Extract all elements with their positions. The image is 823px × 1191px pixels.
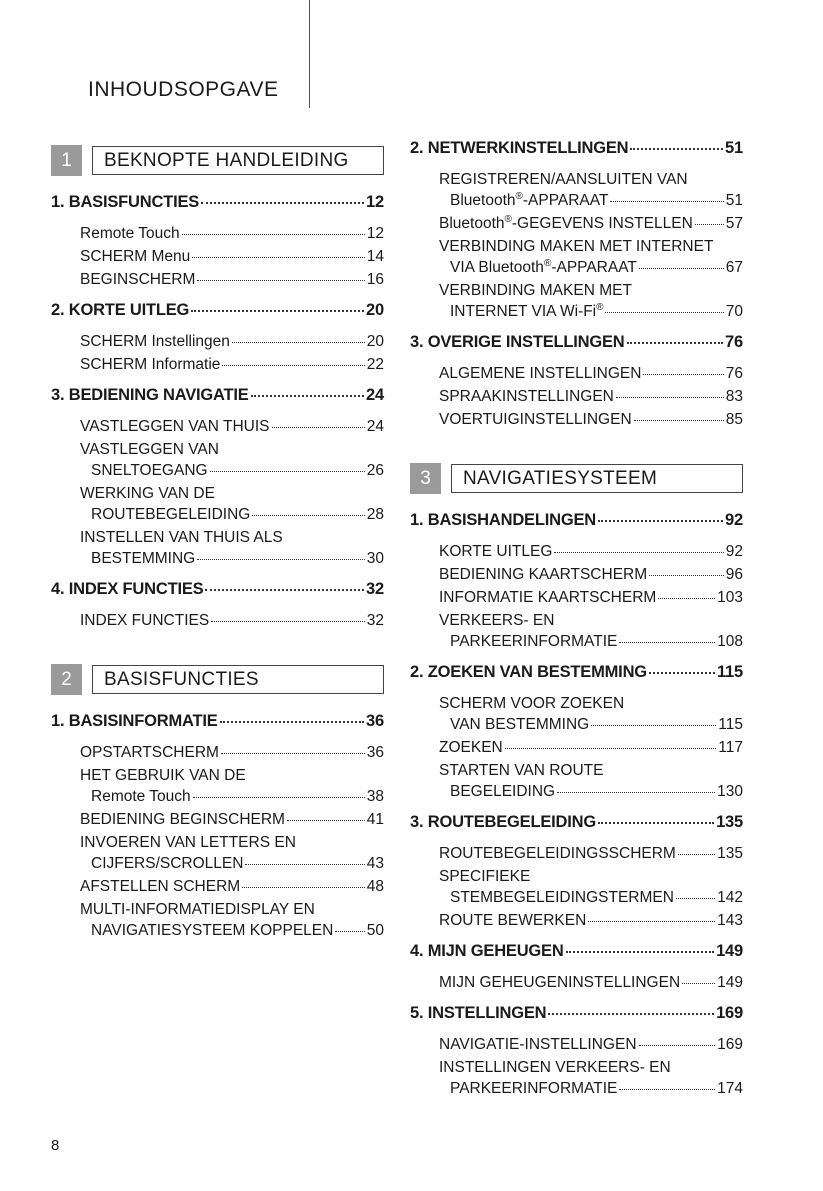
entry-label-line1: WERKING VAN DE — [80, 485, 215, 502]
spacer — [51, 408, 384, 414]
toc-entry[interactable] — [80, 331, 384, 352]
entry-label-suffix: -GEGEVENS INSTELLEN — [511, 215, 693, 232]
entry-label: 4. INDEX FUNCTIES — [51, 580, 204, 598]
page-ref: 22 — [366, 356, 384, 373]
header-divider-line — [309, 0, 310, 108]
toc-entry-continuation[interactable] — [450, 781, 743, 802]
entry-label: SCHERM Menu — [80, 248, 191, 265]
section-title: NAVIGATIESYSTEEM — [451, 464, 743, 493]
toc-entry-continuation[interactable] — [91, 920, 384, 941]
dot-leader — [192, 257, 365, 258]
dot-leader — [682, 983, 715, 984]
entry-label-text: Bluetooth — [450, 192, 516, 209]
registered-mark: ® — [504, 213, 512, 225]
toc-entry-multiline[interactable] — [80, 527, 384, 569]
section-title: BEKNOPTE HANDLEIDING — [92, 146, 384, 175]
entry-label: PARKEERINFORMATIE — [450, 1080, 618, 1097]
page-ref: 92 — [725, 511, 743, 529]
entry-label-line1: INVOEREN VAN LETTERS EN — [80, 834, 296, 851]
section-number-badge: 2 — [51, 664, 82, 695]
entry-label: BEGINSCHERM — [80, 271, 196, 288]
toc-entry[interactable] — [80, 876, 384, 897]
dot-leader — [619, 642, 715, 643]
chapter-entry[interactable] — [410, 333, 743, 355]
dot-leader — [221, 753, 365, 754]
page-ref: 24 — [366, 386, 384, 404]
page-ref: 135 — [716, 813, 743, 831]
toc-entry[interactable] — [439, 1034, 743, 1055]
entry-label-line1: STARTEN VAN ROUTE — [439, 762, 604, 779]
entry-label: 5. INSTELLINGEN — [410, 1004, 547, 1022]
dot-leader — [678, 854, 715, 855]
dot-leader — [232, 342, 365, 343]
dot-leader — [182, 234, 365, 235]
dot-leader — [210, 471, 365, 472]
page-ref: 115 — [718, 716, 743, 733]
page-ref: 142 — [717, 889, 743, 906]
chapter-entry[interactable] — [51, 712, 384, 734]
section-title: BASISFUNCTIES — [92, 665, 384, 694]
spacer — [410, 1026, 743, 1032]
toc-entry-multiline[interactable] — [80, 832, 384, 874]
toc-entry-continuation[interactable] — [91, 460, 384, 481]
entry-label: INDEX FUNCTIES — [80, 612, 210, 629]
entry-label: VOERTUIGINSTELLINGEN — [439, 411, 632, 428]
entry-label-line1: SCHERM VOOR ZOEKEN — [439, 695, 625, 712]
spacer — [51, 215, 384, 221]
entry-label-line1: VASTLEGGEN VAN — [80, 441, 219, 458]
spacer — [410, 322, 743, 328]
entry-label: 1. BASISFUNCTIES — [51, 193, 200, 211]
spacer — [410, 964, 743, 970]
section-header — [410, 463, 743, 494]
toc-entry[interactable] — [439, 541, 743, 562]
page-ref: 149 — [716, 942, 743, 960]
dot-leader — [197, 280, 364, 281]
page-ref: 14 — [366, 248, 384, 265]
chapter-entry[interactable] — [410, 139, 743, 161]
toc-entry-multiline[interactable] — [80, 439, 384, 481]
toc-entry-multiline[interactable] — [439, 610, 743, 652]
dot-leader — [548, 1013, 714, 1015]
page-ref: 43 — [366, 855, 384, 872]
entry-label: 2. ZOEKEN VAN BESTEMMING — [410, 663, 647, 681]
section-number-badge: 1 — [51, 145, 82, 176]
toc-entry[interactable] — [439, 972, 743, 993]
dot-leader — [557, 792, 715, 793]
dot-leader — [605, 312, 723, 313]
chapter-entry[interactable] — [410, 813, 743, 835]
entry-label: AFSTELLEN SCHERM — [80, 878, 241, 895]
toc-entry-continuation[interactable] — [450, 887, 743, 908]
dot-leader — [193, 797, 365, 798]
spacer — [51, 182, 384, 188]
spacer — [410, 355, 743, 361]
page-ref: 83 — [725, 388, 743, 405]
dot-leader — [505, 748, 717, 749]
entry-label-text: VIA Bluetooth — [450, 259, 544, 276]
entry-label: ROUTE BEWERKEN — [439, 912, 587, 929]
toc-entry-continuation[interactable] — [91, 548, 384, 569]
section-header — [51, 145, 384, 176]
dot-leader — [627, 342, 724, 344]
entry-label: OPSTARTSCHERM — [80, 744, 219, 761]
toc-entry-multiline[interactable] — [80, 483, 384, 525]
toc-entry-continuation[interactable] — [91, 786, 384, 807]
entry-label: STEMBEGELEIDINGSTERMEN — [450, 889, 674, 906]
dot-leader — [191, 310, 364, 312]
page-ref: 36 — [366, 712, 384, 730]
toc-entry-multiline[interactable] — [439, 693, 743, 735]
page-ref: 108 — [717, 633, 743, 650]
dot-leader — [197, 559, 365, 560]
entry-label: CIJFERS/SCROLLEN — [91, 855, 244, 872]
page-ref: 67 — [725, 259, 743, 276]
toc-entry[interactable] — [80, 223, 384, 244]
page-ref: 117 — [718, 739, 743, 756]
entry-label: INFORMATIE KAARTSCHERM — [439, 589, 657, 606]
entry-label: SCHERM Informatie — [80, 356, 221, 373]
spacer — [410, 931, 743, 937]
section-spacer — [410, 430, 743, 452]
page-ref: 30 — [366, 550, 384, 567]
entry-label-line1: MULTI-INFORMATIEDISPLAY EN — [80, 901, 315, 918]
toc-entry[interactable] — [439, 843, 743, 864]
entry-label-line1: INSTELLEN VAN THUIS ALS — [80, 529, 283, 546]
page-ref: 85 — [725, 411, 743, 428]
entry-label: NAVIGATIE-INSTELLINGEN — [439, 1036, 637, 1053]
toc-entry[interactable] — [80, 269, 384, 290]
spacer — [51, 734, 384, 740]
toc-entry-multiline[interactable] — [80, 899, 384, 941]
page-ref: 130 — [717, 783, 743, 800]
dot-leader — [335, 931, 364, 932]
dot-leader — [287, 820, 365, 821]
entry-label-line1: REGISTREREN/AANSLUITEN VAN — [439, 171, 688, 188]
dot-leader — [272, 427, 365, 428]
entry-label: SPRAAKINSTELLINGEN — [439, 388, 614, 405]
entry-label — [439, 213, 693, 234]
dot-leader — [591, 725, 716, 726]
spacer — [51, 569, 384, 575]
dot-leader — [245, 864, 364, 865]
dot-leader — [610, 201, 723, 202]
dot-leader — [588, 921, 715, 922]
entry-label: ZOEKEN — [439, 739, 503, 756]
page-ref: 41 — [366, 811, 384, 828]
page-ref: 143 — [717, 912, 743, 929]
toc-entry[interactable] — [80, 416, 384, 437]
page-ref: 12 — [366, 225, 384, 242]
page-ref: 76 — [725, 333, 743, 351]
chapter-entry[interactable] — [410, 942, 743, 964]
entry-label: SCHERM Instellingen — [80, 333, 230, 350]
dot-leader — [242, 887, 365, 888]
page-ref: 36 — [366, 744, 384, 761]
registered-mark: ® — [515, 190, 523, 202]
chapter-entry[interactable] — [410, 511, 743, 533]
page-ref: 57 — [725, 215, 743, 232]
dot-leader — [211, 621, 365, 622]
toc-entry-multiline[interactable] — [439, 760, 743, 802]
entry-label: VAN BESTEMMING — [450, 716, 590, 733]
entry-label-line1: INSTELLINGEN VERKEERS- EN — [439, 1059, 671, 1076]
spacer — [410, 802, 743, 808]
spacer — [410, 500, 743, 506]
page-title: INHOUDSOPGAVE — [88, 78, 279, 101]
page-ref: 135 — [717, 845, 743, 862]
dot-leader — [634, 420, 724, 421]
registered-mark: ® — [596, 301, 604, 313]
toc-column-right — [410, 134, 743, 1099]
entry-label-suffix: -APPARAAT — [522, 192, 609, 209]
toc-entry[interactable] — [439, 213, 743, 234]
dot-leader — [201, 202, 364, 204]
spacer — [410, 835, 743, 841]
dot-leader — [676, 898, 715, 899]
entry-label: KORTE UITLEG — [439, 543, 553, 560]
toc-entry[interactable] — [80, 246, 384, 267]
toc-entry[interactable] — [439, 564, 743, 585]
spacer — [410, 652, 743, 658]
entry-label: 2. KORTE UITLEG — [51, 301, 190, 319]
entry-label: 3. OVERIGE INSTELLINGEN — [410, 333, 625, 351]
entry-label: BESTEMMING — [91, 550, 196, 567]
entry-label — [450, 257, 637, 278]
entry-label: 4. MIJN GEHEUGEN — [410, 942, 564, 960]
page-ref: 149 — [717, 974, 743, 991]
dot-leader — [598, 822, 714, 824]
page-ref: 70 — [725, 303, 743, 320]
dot-leader — [598, 520, 723, 522]
page-ref: 12 — [366, 193, 384, 211]
toc-entry-continuation[interactable] — [450, 1078, 743, 1099]
toc-entry-multiline[interactable] — [439, 1057, 743, 1099]
spacer — [410, 685, 743, 691]
entry-label: 1. BASISINFORMATIE — [51, 712, 218, 730]
section-header — [51, 664, 384, 695]
page-ref: 103 — [717, 589, 743, 606]
dot-leader — [649, 575, 724, 576]
entry-label: ROUTEBEGELEIDINGSSCHERM — [439, 845, 676, 862]
page-ref: 174 — [717, 1080, 743, 1097]
entry-label-line1: VERKEERS- EN — [439, 612, 555, 629]
toc-entry[interactable] — [80, 742, 384, 763]
dot-leader — [695, 224, 724, 225]
entry-label: SNELTOEGANG — [91, 462, 208, 479]
chapter-entry[interactable] — [51, 301, 384, 323]
entry-label-line1: VERBINDING MAKEN MET INTERNET — [439, 238, 714, 255]
toc-entry-multiline[interactable] — [439, 236, 743, 278]
chapter-entry[interactable] — [410, 663, 743, 685]
toc-entry[interactable] — [80, 610, 384, 631]
dot-leader — [251, 395, 364, 397]
entry-label: ROUTEBEGELEIDING — [91, 506, 251, 523]
entry-label: 2. NETWERKINSTELLINGEN — [410, 139, 629, 157]
page-ref: 28 — [366, 506, 384, 523]
dot-leader — [639, 268, 724, 269]
entry-label — [450, 190, 608, 211]
dot-leader — [252, 515, 364, 516]
page-ref: 32 — [366, 612, 384, 629]
dot-leader — [205, 589, 364, 591]
spacer — [51, 602, 384, 608]
entry-label-line1: SPECIFIEKE — [439, 868, 531, 885]
chapter-entry[interactable] — [51, 580, 384, 602]
entry-label: 3. ROUTEBEGELEIDING — [410, 813, 596, 831]
entry-label: BEGELEIDING — [450, 783, 556, 800]
chapter-entry[interactable] — [51, 193, 384, 215]
toc-entry[interactable] — [439, 587, 743, 608]
toc-entry[interactable] — [439, 363, 743, 384]
toc-entry[interactable] — [439, 386, 743, 407]
page-ref: 115 — [716, 663, 743, 681]
spacer — [51, 375, 384, 381]
page-ref: 169 — [716, 1004, 743, 1022]
entry-label: PARKEERINFORMATIE — [450, 633, 618, 650]
entry-label-suffix: -APPARAAT — [551, 259, 637, 276]
toc-entry-continuation[interactable] — [450, 631, 743, 652]
page-ref: 51 — [725, 192, 743, 209]
dot-leader — [630, 148, 723, 150]
dot-leader — [566, 951, 714, 953]
toc-entry-continuation[interactable] — [91, 853, 384, 874]
page-ref: 20 — [366, 301, 384, 319]
toc-entry[interactable] — [80, 354, 384, 375]
page-number: 8 — [51, 1137, 60, 1154]
entry-label: BEDIENING KAARTSCHERM — [439, 566, 648, 583]
page-ref: 38 — [366, 788, 384, 805]
page-ref: 169 — [717, 1036, 743, 1053]
toc-entry-multiline[interactable] — [439, 280, 743, 322]
toc-entry[interactable] — [439, 737, 743, 758]
page-ref: 96 — [725, 566, 743, 583]
entry-label: Remote Touch — [91, 788, 191, 805]
page-ref: 16 — [366, 271, 384, 288]
spacer — [410, 161, 743, 167]
entry-label: 3. BEDIENING NAVIGATIE — [51, 386, 249, 404]
entry-label-text: Bluetooth — [439, 215, 505, 232]
page-ref: 76 — [725, 365, 743, 382]
page-ref: 26 — [366, 462, 384, 479]
toc-entry-continuation[interactable] — [450, 301, 743, 322]
toc-entry-continuation[interactable] — [450, 190, 743, 211]
page-ref: 92 — [725, 543, 743, 560]
entry-label: BEDIENING BEGINSCHERM — [80, 811, 285, 828]
entry-label: Remote Touch — [80, 225, 180, 242]
toc-entry-multiline[interactable] — [80, 765, 384, 807]
page-ref: 24 — [366, 418, 384, 435]
dot-leader — [649, 672, 715, 674]
entry-label: VASTLEGGEN VAN THUIS — [80, 418, 270, 435]
toc-column-left — [51, 134, 384, 941]
toc-entry[interactable] — [439, 910, 743, 931]
dot-leader — [220, 721, 364, 723]
registered-mark: ® — [543, 257, 552, 269]
entry-label-line1: HET GEBRUIK VAN DE — [80, 767, 246, 784]
page-ref: 50 — [366, 922, 384, 939]
entry-label — [450, 301, 603, 322]
entry-label: ALGEMENE INSTELLINGEN — [439, 365, 642, 382]
toc-entry-multiline[interactable] — [439, 866, 743, 908]
page-ref: 32 — [366, 580, 384, 598]
toc-entry[interactable] — [439, 409, 743, 430]
page-ref: 48 — [366, 878, 384, 895]
toc-entry-continuation[interactable] — [450, 257, 743, 278]
spacer — [51, 701, 384, 707]
dot-leader — [222, 365, 364, 366]
chapter-entry[interactable] — [51, 386, 384, 408]
chapter-entry[interactable] — [410, 1004, 743, 1026]
section-spacer — [51, 631, 384, 653]
dot-leader — [643, 374, 723, 375]
spacer — [51, 290, 384, 296]
dot-leader — [616, 397, 724, 398]
spacer — [410, 993, 743, 999]
toc-entry-continuation[interactable] — [450, 714, 743, 735]
entry-label: MIJN GEHEUGENINSTELLINGEN — [439, 974, 681, 991]
spacer — [51, 323, 384, 329]
entry-label: 1. BASISHANDELINGEN — [410, 511, 596, 529]
entry-label: NAVIGATIESYSTEEM KOPPELEN — [91, 922, 334, 939]
toc-entry[interactable] — [80, 809, 384, 830]
page-ref: 51 — [725, 139, 743, 157]
page-ref: 20 — [366, 333, 384, 350]
section-number-badge: 3 — [410, 463, 441, 494]
toc-entry-continuation[interactable] — [91, 504, 384, 525]
toc-entry-multiline[interactable] — [439, 169, 743, 211]
spacer — [410, 533, 743, 539]
dot-leader — [619, 1089, 715, 1090]
entry-label-text: INTERNET VIA Wi-Fi — [450, 303, 597, 320]
dot-leader — [554, 552, 723, 553]
dot-leader — [639, 1045, 716, 1046]
entry-label-line1: VERBINDING MAKEN MET — [439, 282, 632, 299]
dot-leader — [658, 598, 715, 599]
